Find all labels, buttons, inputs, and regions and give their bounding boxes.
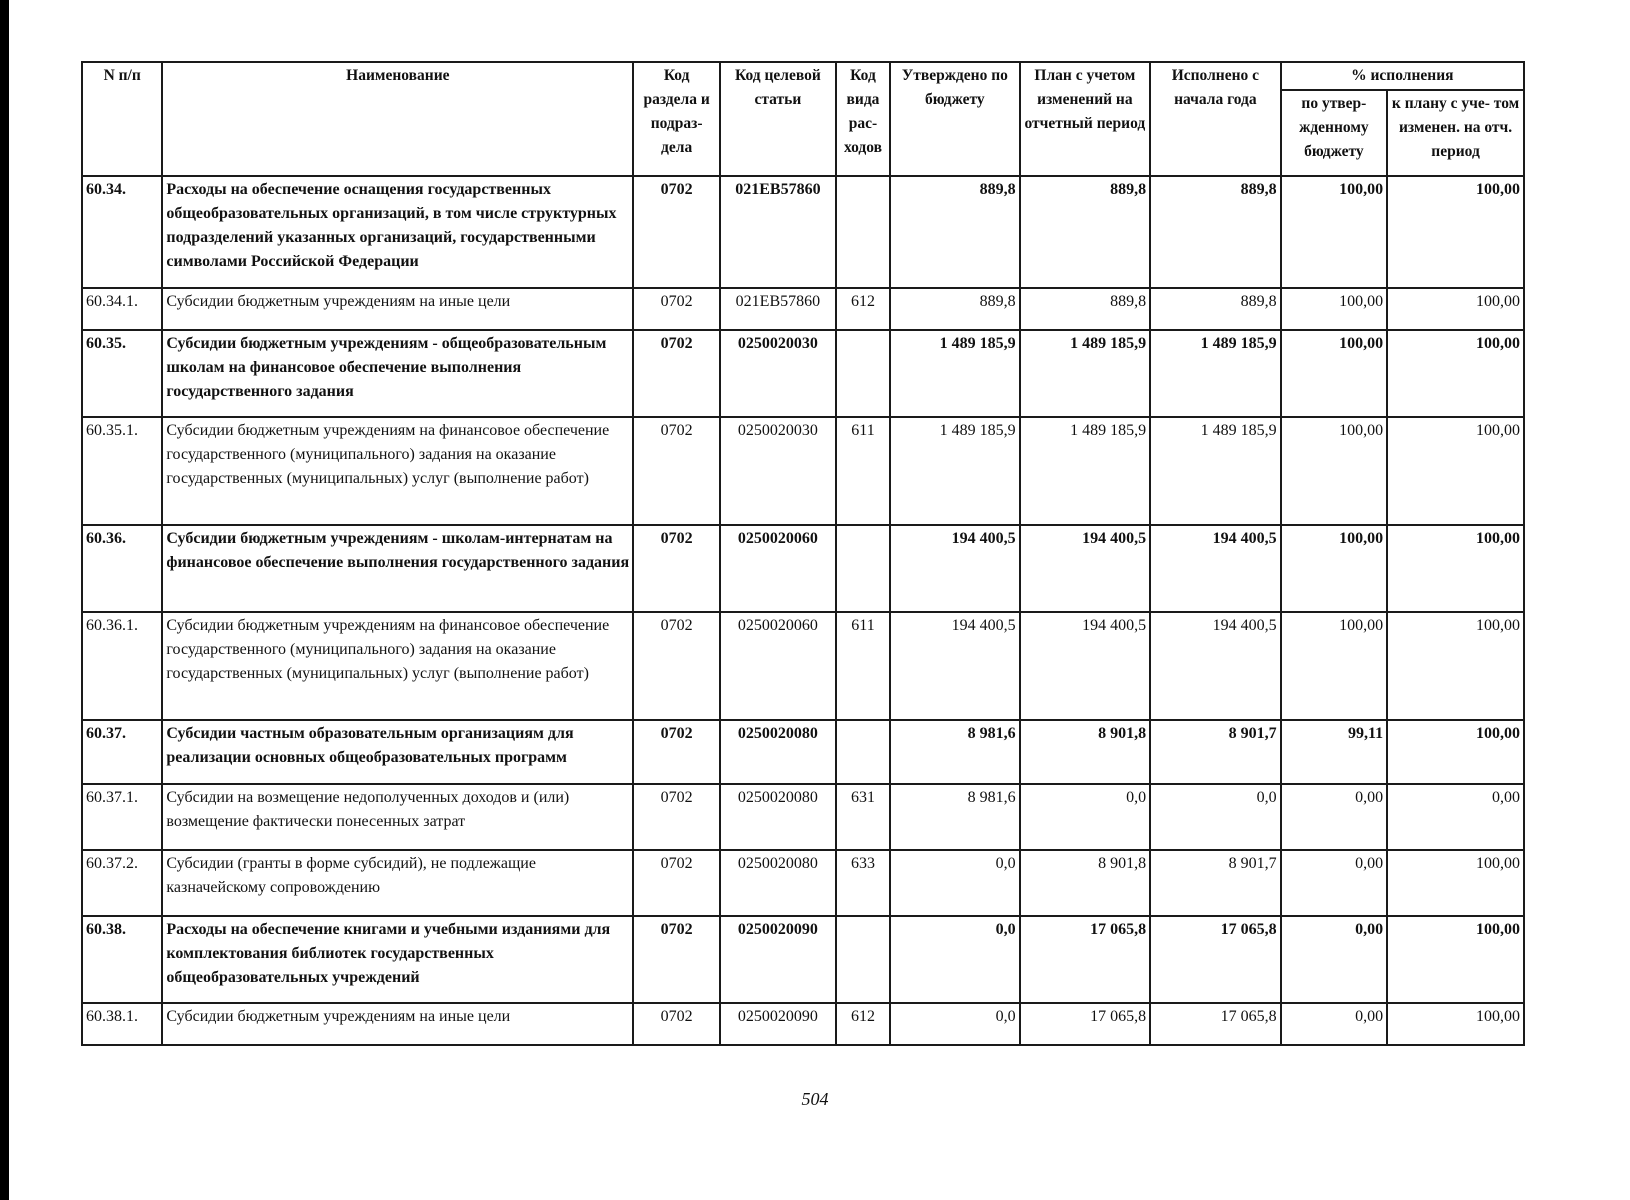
row-pct-plan: 100,00 [1387, 330, 1524, 417]
row-plan-value: 17 065,8 [1020, 1003, 1151, 1045]
row-plan-value: 194 400,5 [1020, 612, 1151, 720]
table-row [82, 612, 1524, 720]
row-name: Субсидии бюджетным учреждениям - школам-интернатам на финансовое обеспечение выполнения государственного задания [162, 525, 633, 612]
table-row [82, 288, 1524, 330]
row-name: Субсидии на возмещение недополученных доходов и (или) возмещение фактически понесенных затрат [162, 784, 633, 850]
row-target-article-code: 0250020090 [720, 1003, 836, 1045]
row-pct-plan: 100,00 [1387, 525, 1524, 612]
row-approved-value: 1 489 185,9 [890, 330, 1019, 417]
row-number: 60.34. [82, 176, 162, 288]
row-executed-value: 8 901,7 [1150, 850, 1281, 916]
row-expense-type-code: 611 [836, 612, 890, 720]
row-section-code: 0702 [633, 916, 720, 1003]
page-number: 504 [801, 1089, 829, 1109]
row-target-article-code: 0250020080 [720, 850, 836, 916]
row-pct-plan: 100,00 [1387, 176, 1524, 288]
row-pct-approved: 0,00 [1281, 850, 1388, 916]
row-executed-value: 8 901,7 [1150, 720, 1281, 784]
header-plan: План с учетом изменений на отчетный период [1020, 62, 1151, 176]
row-section-code: 0702 [633, 1003, 720, 1045]
table-row [82, 916, 1524, 1003]
row-section-code: 0702 [633, 330, 720, 417]
row-executed-value: 889,8 [1150, 288, 1281, 330]
row-plan-value: 0,0 [1020, 784, 1151, 850]
row-approved-value: 194 400,5 [890, 612, 1019, 720]
row-executed-value: 1 489 185,9 [1150, 330, 1281, 417]
row-pct-plan: 100,00 [1387, 417, 1524, 525]
row-expense-type-code: 611 [836, 417, 890, 525]
row-target-article-code: 0250020080 [720, 784, 836, 850]
header-target-article: Код целевой статьи [720, 62, 836, 176]
row-name: Субсидии (гранты в форме субсидий), не подлежащие казначейскому сопровождению [162, 850, 633, 916]
row-name: Субсидии бюджетным учреждениям на иные цели [162, 288, 633, 330]
header-pct-approved: по утвер- жденному бюджету [1281, 90, 1388, 176]
row-expense-type-code [836, 176, 890, 288]
row-name: Субсидии бюджетным учреждениям на иные цели [162, 1003, 633, 1045]
row-number: 60.38.1. [82, 1003, 162, 1045]
row-target-article-code: 0250020060 [720, 612, 836, 720]
row-expense-type-code: 612 [836, 1003, 890, 1045]
row-section-code: 0702 [633, 176, 720, 288]
row-executed-value: 1 489 185,9 [1150, 417, 1281, 525]
scan-left-edge [0, 0, 9, 1200]
row-expense-type-code: 631 [836, 784, 890, 850]
row-plan-value: 889,8 [1020, 176, 1151, 288]
row-target-article-code: 0250020030 [720, 417, 836, 525]
row-plan-value: 194 400,5 [1020, 525, 1151, 612]
row-target-article-code: 021EB57860 [720, 176, 836, 288]
row-target-article-code: 0250020080 [720, 720, 836, 784]
row-section-code: 0702 [633, 612, 720, 720]
row-pct-plan: 100,00 [1387, 612, 1524, 720]
row-executed-value: 0,0 [1150, 784, 1281, 850]
row-pct-plan: 0,00 [1387, 784, 1524, 850]
row-section-code: 0702 [633, 720, 720, 784]
table-row [82, 784, 1524, 850]
table-header-row [82, 62, 1524, 90]
row-section-code: 0702 [633, 288, 720, 330]
row-approved-value: 194 400,5 [890, 525, 1019, 612]
row-plan-value: 1 489 185,9 [1020, 330, 1151, 417]
row-plan-value: 1 489 185,9 [1020, 417, 1151, 525]
row-pct-approved: 100,00 [1281, 612, 1388, 720]
row-approved-value: 0,0 [890, 916, 1019, 1003]
row-pct-approved: 100,00 [1281, 288, 1388, 330]
row-expense-type-code: 633 [836, 850, 890, 916]
table-body [82, 176, 1524, 1045]
row-target-article-code: 0250020060 [720, 525, 836, 612]
row-number: 60.36. [82, 525, 162, 612]
row-expense-type-code [836, 916, 890, 1003]
row-approved-value: 1 489 185,9 [890, 417, 1019, 525]
budget-table [81, 61, 1525, 1046]
row-name: Расходы на обеспечение книгами и учебными изданиями для комплектования библиотек государственных общеобразовательных учреждений [162, 916, 633, 1003]
row-number: 60.34.1. [82, 288, 162, 330]
table-row [82, 525, 1524, 612]
row-section-code: 0702 [633, 417, 720, 525]
row-number: 60.37.1. [82, 784, 162, 850]
row-executed-value: 17 065,8 [1150, 1003, 1281, 1045]
header-name: Наименование [162, 62, 633, 176]
row-expense-type-code: 612 [836, 288, 890, 330]
table-row [82, 1003, 1524, 1045]
row-pct-approved: 100,00 [1281, 330, 1388, 417]
row-plan-value: 889,8 [1020, 288, 1151, 330]
row-pct-approved: 100,00 [1281, 525, 1388, 612]
row-number: 60.37.2. [82, 850, 162, 916]
row-number: 60.38. [82, 916, 162, 1003]
row-executed-value: 17 065,8 [1150, 916, 1281, 1003]
row-approved-value: 8 981,6 [890, 784, 1019, 850]
table-row [82, 176, 1524, 288]
row-approved-value: 0,0 [890, 850, 1019, 916]
row-pct-approved: 100,00 [1281, 417, 1388, 525]
table-row [82, 330, 1524, 417]
row-pct-plan: 100,00 [1387, 1003, 1524, 1045]
row-expense-type-code [836, 525, 890, 612]
row-pct-plan: 100,00 [1387, 720, 1524, 784]
row-number: 60.35.1. [82, 417, 162, 525]
row-approved-value: 889,8 [890, 176, 1019, 288]
row-target-article-code: 0250020030 [720, 330, 836, 417]
row-executed-value: 889,8 [1150, 176, 1281, 288]
row-name: Субсидии бюджетным учреждениям - общеобразовательным школам на финансовое обеспечение выполнения государственного задания [162, 330, 633, 417]
row-pct-approved: 100,00 [1281, 176, 1388, 288]
row-executed-value: 194 400,5 [1150, 525, 1281, 612]
row-plan-value: 17 065,8 [1020, 916, 1151, 1003]
row-pct-approved: 0,00 [1281, 916, 1388, 1003]
header-num: N п/п [82, 62, 162, 176]
row-pct-approved: 0,00 [1281, 784, 1388, 850]
row-name: Расходы на обеспечение оснащения государственных общеобразовательных организаций, в том числе структурных подразделений указанных организаций, государственными символами Российской Федерации [162, 176, 633, 288]
row-name: Субсидии бюджетным учреждениям на финансовое обеспечение государственного (муниципального) задания на оказание государственных (муниципальных) услуг (выполнение работ) [162, 417, 633, 525]
row-section-code: 0702 [633, 784, 720, 850]
row-number: 60.36.1. [82, 612, 162, 720]
row-number: 60.35. [82, 330, 162, 417]
row-approved-value: 889,8 [890, 288, 1019, 330]
row-executed-value: 194 400,5 [1150, 612, 1281, 720]
row-expense-type-code [836, 720, 890, 784]
row-approved-value: 0,0 [890, 1003, 1019, 1045]
row-name: Субсидии частным образовательным организациям для реализации основных общеобразовательных программ [162, 720, 633, 784]
row-target-article-code: 0250020090 [720, 916, 836, 1003]
row-section-code: 0702 [633, 850, 720, 916]
row-expense-type-code [836, 330, 890, 417]
header-razdel: Код раздела и подраз- дела [633, 62, 720, 176]
row-pct-approved: 99,11 [1281, 720, 1388, 784]
row-name: Субсидии бюджетным учреждениям на финансовое обеспечение государственного (муниципального) задания на оказание государственных (муниципальных) услуг (выполнение работ) [162, 612, 633, 720]
header-pct-plan: к плану с уче- том изменен. на отч. период [1387, 90, 1524, 176]
row-pct-plan: 100,00 [1387, 850, 1524, 916]
header-executed: Исполнено с начала года [1150, 62, 1281, 176]
table-row [82, 720, 1524, 784]
row-pct-plan: 100,00 [1387, 288, 1524, 330]
header-pct-group: % исполнения [1281, 62, 1524, 90]
header-expense-type: Код вида рас- ходов [836, 62, 890, 176]
row-section-code: 0702 [633, 525, 720, 612]
row-number: 60.37. [82, 720, 162, 784]
table-row [82, 850, 1524, 916]
row-approved-value: 8 981,6 [890, 720, 1019, 784]
row-plan-value: 8 901,8 [1020, 850, 1151, 916]
row-pct-approved: 0,00 [1281, 1003, 1388, 1045]
row-plan-value: 8 901,8 [1020, 720, 1151, 784]
table-row [82, 417, 1524, 525]
row-pct-plan: 100,00 [1387, 916, 1524, 1003]
row-target-article-code: 021EB57860 [720, 288, 836, 330]
header-approved: Утверждено по бюджету [890, 62, 1019, 176]
